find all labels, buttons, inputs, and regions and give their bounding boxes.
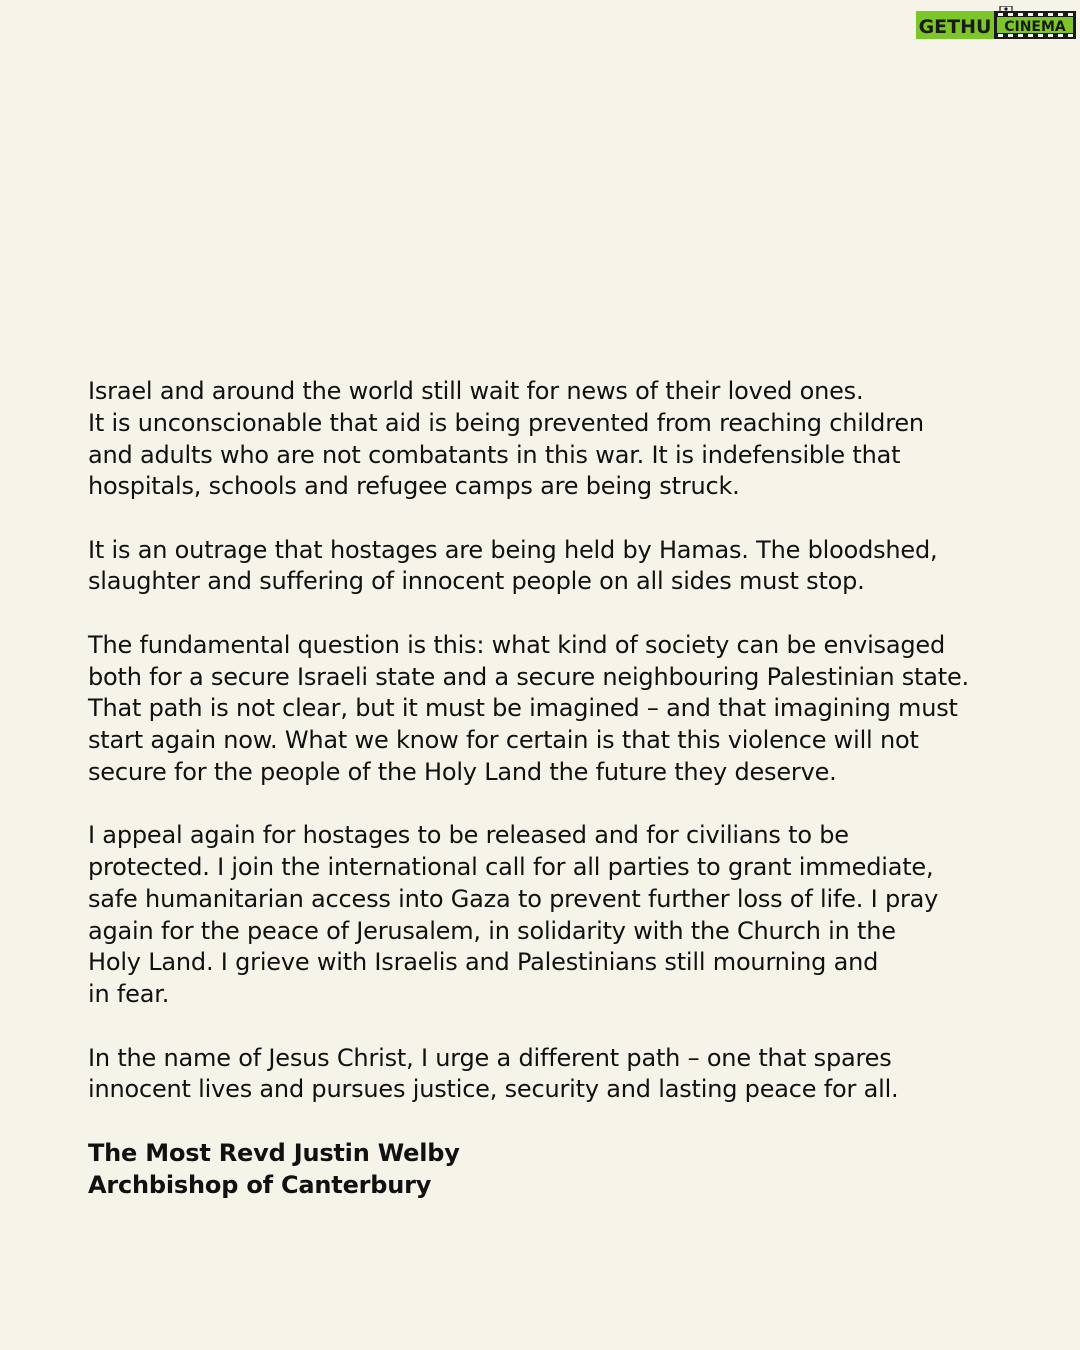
statement-line: It is an outrage that hostages are being held by Hamas. The bloodshed, <box>88 535 938 564</box>
statement-line: again for the peace of Jerusalem, in solidarity with the Church in the <box>88 916 896 945</box>
statement-line: The fundamental question is this: what kind of society can be envisaged <box>88 630 945 659</box>
paragraph-gap <box>88 1011 1048 1043</box>
statement-paragraph-5 <box>88 1043 1048 1107</box>
gethu-cinema-watermark <box>916 6 1078 44</box>
statement-line: slaughter and suffering of innocent people on all sides must stop. <box>88 567 865 596</box>
statement-line: Holy Land. I grieve with Israelis and Palestinians still mourning and <box>88 948 879 977</box>
signature-block <box>88 1137 460 1201</box>
statement-line: hospitals, schools and refugee camps are being struck. <box>88 472 740 501</box>
statement-line: innocent lives and pursues justice, security and lasting peace for all. <box>88 1075 899 1104</box>
statement-line: That path is not clear, but it must be imagined – and that imagining must <box>88 694 958 723</box>
signatory-title: Archbishop of Canterbury <box>88 1171 432 1199</box>
statement-body <box>88 376 1048 1106</box>
signatory-name: The Most Revd Justin Welby <box>88 1139 460 1167</box>
statement-line: both for a secure Israeli state and a secure neighbouring Palestinian state. <box>88 662 969 691</box>
statement-line: secure for the people of the Holy Land the future they deserve. <box>88 757 837 786</box>
statement-line: in fear. <box>88 980 170 1009</box>
statement-line: Israel and around the world still wait for news of their loved ones. <box>88 377 864 405</box>
statement-paragraph-3 <box>88 630 1048 789</box>
logo-left-text: GETHU <box>918 16 992 38</box>
statement-line: It is unconscionable that aid is being prevented from reaching children <box>88 408 924 437</box>
statement-line: In the name of Jesus Christ, I urge a different path – one that spares <box>88 1043 892 1072</box>
paragraph-gap <box>88 598 1048 630</box>
paragraph-gap <box>88 789 1048 821</box>
paragraph-gap <box>88 503 1048 535</box>
statement-paragraph-4 <box>88 820 1048 1011</box>
statement-line: and adults who are not combatants in this war. It is indefensible that <box>88 440 901 469</box>
statement-line: I appeal again for hostages to be released and for civilians to be <box>88 821 849 850</box>
statement-paragraph-2 <box>88 535 1048 599</box>
statement-line: protected. I join the international call for all parties to grant immediate, <box>88 853 934 882</box>
gethu-cinema-logo <box>916 6 1078 44</box>
statement-line: start again now. What we know for certain is that this violence will not <box>88 726 919 755</box>
statement-line: safe humanitarian access into Gaza to prevent further loss of life. I pray <box>88 884 939 913</box>
statement-paragraph-1 <box>88 376 1048 503</box>
logo-right-text: CINEMA <box>1004 19 1066 35</box>
